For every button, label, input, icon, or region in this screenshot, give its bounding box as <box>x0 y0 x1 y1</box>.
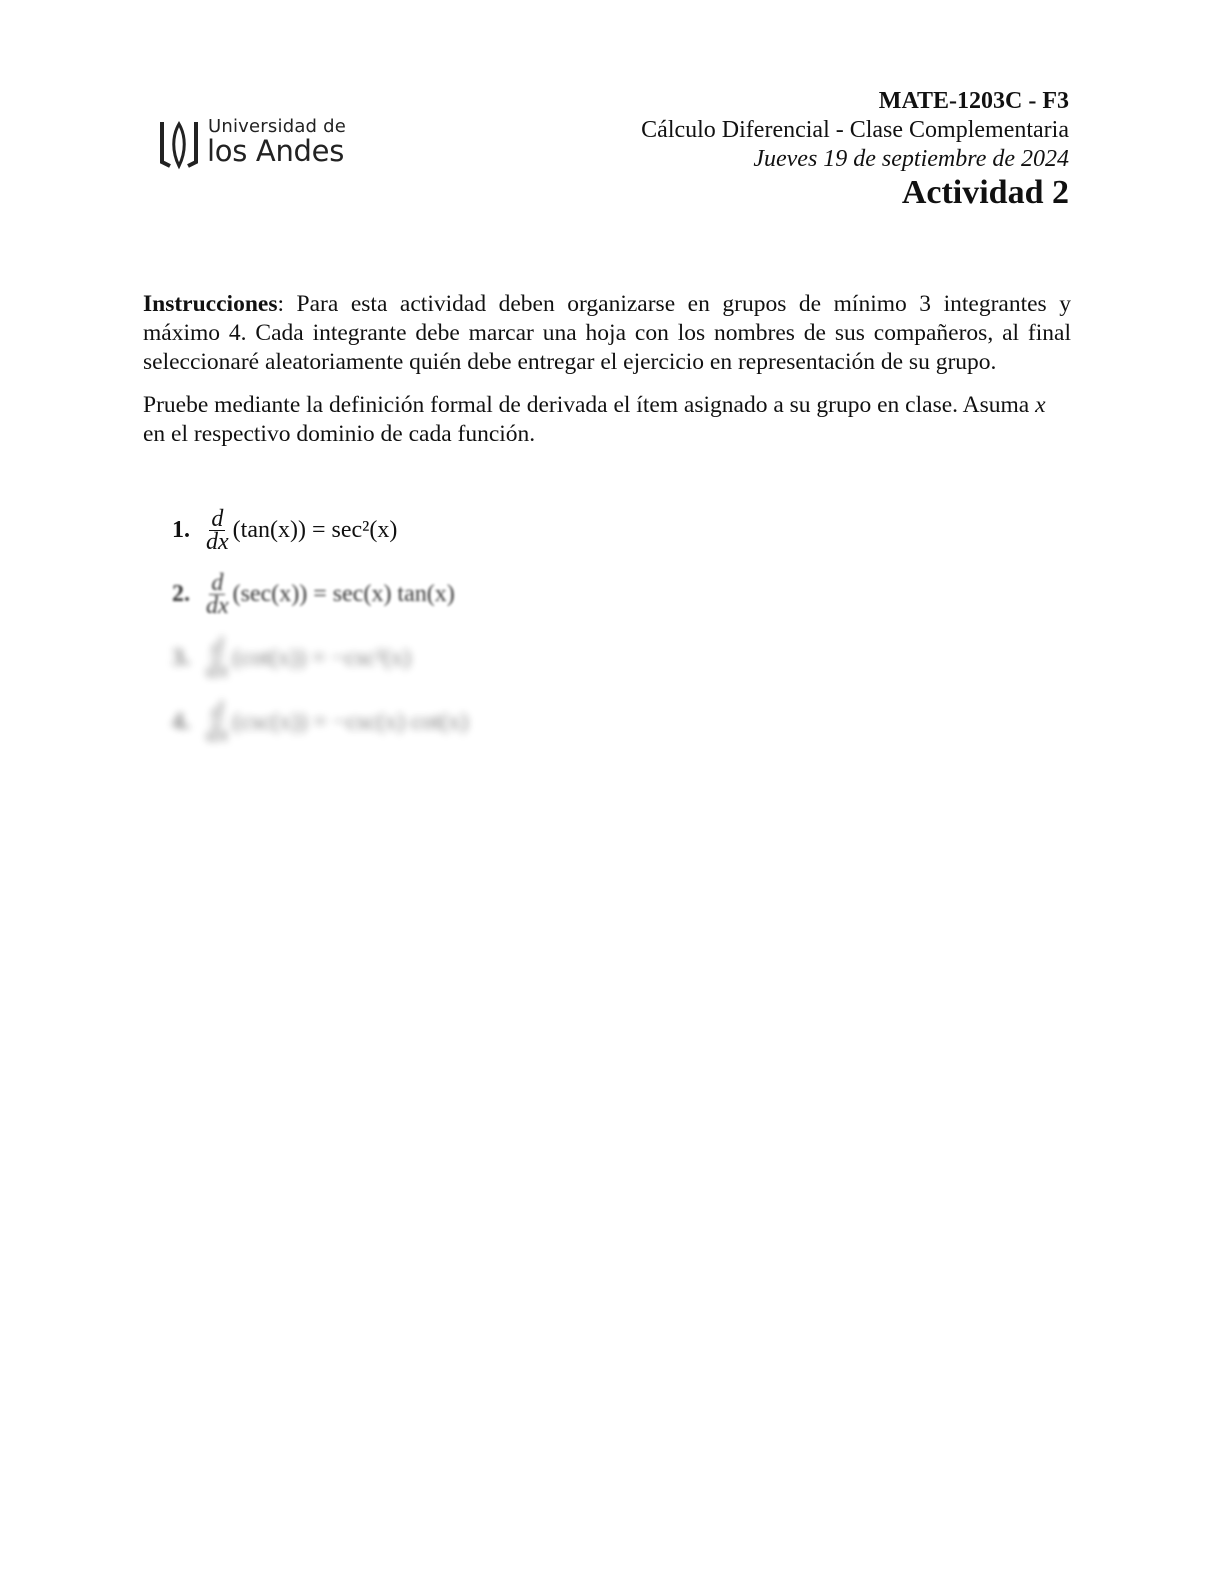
derivative-operator <box>204 697 231 747</box>
item-number: 4. <box>172 708 190 735</box>
logo-text-line2: los Andes <box>207 134 345 168</box>
item-expression: (cot(x)) = −csc²(x) <box>232 644 411 671</box>
derivative-operator <box>204 505 231 555</box>
course-name: Cálculo Diferencial - Clase Complementaria <box>641 117 1069 143</box>
instructions-text: : Para esta actividad deben organizarse en grupos de mínimo 3 integrantes y máximo 4. Cada integrante debe marcar una hoja con los nombres de sus compañeros, al final seleccionaré aleatoriamente quién debe entregar el ejercicio en representación de su grupo. <box>143 291 1071 375</box>
document-header <box>641 86 1069 212</box>
item-expression: (csc(x)) = −csc(x) cot(x) <box>232 708 469 735</box>
item-number: 2. <box>172 580 190 607</box>
instructions-paragraph <box>143 290 1071 377</box>
list-item <box>172 690 468 754</box>
instructions-label: Instrucciones <box>143 291 278 317</box>
frac-denominator: dx <box>206 592 229 619</box>
derivative-operator <box>204 569 231 619</box>
list-item <box>172 626 468 690</box>
frac-numerator: d <box>211 505 224 532</box>
item-expression: (sec(x)) = sec(x) tan(x) <box>232 580 455 607</box>
course-code: MATE-1203C - F3 <box>878 88 1069 114</box>
activity-title: Actividad 2 <box>901 174 1069 211</box>
frac-numerator: d <box>211 633 224 660</box>
task-text: Pruebe mediante la definición formal de derivada el ítem asignado a su grupo en clase. Asuma <box>143 392 1030 418</box>
los-andes-logo-icon <box>156 116 202 170</box>
task-text-end: en el respectivo dominio de cada función. <box>143 421 536 447</box>
task-paragraph <box>143 391 1071 449</box>
derivative-operator <box>204 633 231 683</box>
item-number: 1. <box>172 516 190 543</box>
frac-denominator: dx <box>206 656 229 683</box>
list-item <box>172 498 468 562</box>
frac-numerator: d <box>211 569 224 596</box>
item-number: 3. <box>172 644 190 671</box>
task-variable: x <box>1035 392 1046 418</box>
university-logo <box>156 114 356 174</box>
exercise-list <box>172 498 468 754</box>
date: Jueves 19 de septiembre de 2024 <box>753 146 1069 172</box>
frac-numerator: d <box>211 697 224 724</box>
logo-text-line1: Universidad de <box>208 116 346 137</box>
item-expression: (tan(x)) = sec²(x) <box>232 516 398 543</box>
document-body <box>143 290 1071 463</box>
frac-denominator: dx <box>206 528 229 555</box>
list-item <box>172 562 468 626</box>
frac-denominator: dx <box>206 720 229 747</box>
